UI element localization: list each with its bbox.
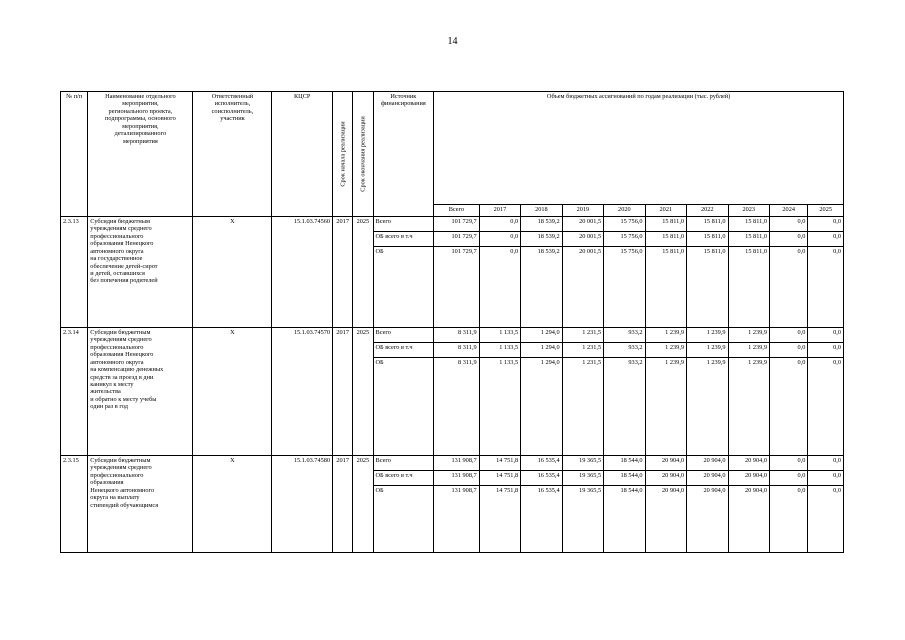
row-value: 131 908,7	[434, 471, 480, 486]
row-value: 933,2	[604, 328, 645, 343]
row-value: 15 756,0	[604, 247, 645, 328]
header-name-line: мероприятия,	[122, 100, 159, 108]
row-value: 1 231,5	[562, 328, 603, 343]
row-value: 0,0	[479, 217, 520, 232]
row-value: 18 539,2	[521, 247, 562, 328]
row-value: 18 539,2	[521, 217, 562, 232]
header-responsible-line: участник	[220, 115, 245, 123]
row-value: 16 535,4	[521, 471, 562, 486]
row-value: 0,0	[808, 471, 844, 486]
row-value: 101 729,7	[434, 247, 480, 328]
row-name-line: Субсидии бюджетным	[90, 329, 151, 336]
page-number: 14	[447, 36, 458, 47]
row-value: 0,0	[769, 217, 807, 232]
header-name-line: мероприятия	[122, 137, 158, 145]
row-kcsr: 15.1.03.74560	[272, 217, 333, 328]
row-name	[88, 456, 193, 553]
row-value: 15 811,0	[687, 217, 728, 232]
year-header-cell: 2024	[769, 205, 807, 217]
row-value: 15 811,0	[687, 232, 728, 247]
row-name-line: без попечения родителей	[90, 277, 158, 285]
row-value: 19 365,5	[562, 471, 603, 486]
row-value: 20 904,0	[728, 456, 769, 471]
row-name-line: учреждениям среднего	[90, 225, 152, 233]
row-value: 0,0	[769, 358, 807, 456]
row-name-line: Субсидии бюджетным	[90, 457, 151, 464]
row-source: ОБ всего в т.ч	[373, 471, 434, 486]
row-value: 0,0	[808, 456, 844, 471]
row-name-line: на государственное	[90, 255, 143, 263]
header-name-line: регионального проекта,	[108, 107, 173, 115]
row-value: 0,0	[808, 232, 844, 247]
row-source: ОБ	[373, 486, 434, 553]
row-value: 0,0	[769, 343, 807, 358]
row-value: 14 751,8	[479, 456, 520, 471]
row-value: 0,0	[769, 486, 807, 553]
row-value: 15 756,0	[604, 232, 645, 247]
row-source: Всего	[373, 217, 434, 232]
row-name-line: учреждениям среднего	[90, 464, 152, 472]
row-value: 1 133,5	[479, 328, 520, 343]
row-value: 15 811,0	[728, 232, 769, 247]
row-start: 2017	[333, 456, 353, 553]
header-responsible-line: Ответственный	[211, 93, 254, 100]
row-value: 20 001,5	[562, 232, 603, 247]
header-kcsr: КЦСР	[272, 92, 333, 217]
row-source: ОБ всего в т.ч	[373, 232, 434, 247]
row-value: 0,0	[808, 486, 844, 553]
row-value: 1 231,5	[562, 358, 603, 456]
row-value: 0,0	[479, 247, 520, 328]
row-value: 15 756,0	[604, 217, 645, 232]
row-name-line: один раз в год	[90, 403, 128, 411]
row-value: 19 365,5	[562, 456, 603, 471]
header-name-line: Наименование отдельного	[105, 93, 176, 100]
row-name-line: Субсидия бюджетным	[90, 218, 151, 225]
row-source: ОБ	[373, 358, 434, 456]
header-row	[61, 92, 844, 205]
row-name	[88, 217, 193, 328]
row-value: 14 751,8	[479, 471, 520, 486]
row-value: 18 544,0	[604, 471, 645, 486]
row-source: Всего	[373, 456, 434, 471]
row-name-line: учреждениям среднего	[90, 336, 152, 344]
row-name-line: обеспечение детей-сирот	[90, 262, 158, 270]
row-value: 0,0	[808, 343, 844, 358]
row-name-line: профессионального	[90, 343, 144, 351]
row-name	[88, 328, 193, 456]
row-value: 0,0	[808, 247, 844, 328]
row-value: 20 904,0	[728, 486, 769, 553]
row-value: 1 239,9	[645, 358, 686, 456]
row-source: ОБ	[373, 247, 434, 328]
row-value: 8 311,9	[434, 343, 480, 358]
row-value: 0,0	[769, 456, 807, 471]
row-value: 20 904,0	[687, 471, 728, 486]
row-value: 20 904,0	[645, 471, 686, 486]
row-start: 2017	[333, 328, 353, 456]
header-num: № п/п	[61, 92, 88, 217]
row-value: 20 001,5	[562, 247, 603, 328]
header-source-line: финансирования	[380, 100, 426, 108]
row-value: 15 811,0	[645, 247, 686, 328]
row-end: 2025	[353, 217, 373, 328]
row-name-line: жительства	[90, 388, 121, 396]
row-name-line: профессионального	[90, 471, 144, 479]
row-name-line: автономного округа	[90, 247, 144, 255]
row-value: 1 231,5	[562, 343, 603, 358]
row-value: 1 239,9	[728, 358, 769, 456]
row-name-line: стипендий обучающимся	[90, 501, 159, 509]
header-budget: Объем бюджетных ассигнований по годам реализации (тыс. рублей)	[434, 92, 844, 205]
row-value: 15 811,0	[645, 217, 686, 232]
row-value: 1 239,9	[728, 343, 769, 358]
row-name-line: автономного округа	[90, 358, 144, 366]
row-value: 933,2	[604, 358, 645, 456]
row-value: 933,2	[604, 343, 645, 358]
row-value: 18 544,0	[604, 456, 645, 471]
row-value: 1 294,0	[521, 358, 562, 456]
row-value: 1 239,9	[645, 328, 686, 343]
row-responsible: Х	[193, 328, 272, 456]
row-value: 18 544,0	[604, 486, 645, 553]
row-value: 16 535,4	[521, 456, 562, 471]
row-kcsr: 15.1.03.74580	[272, 456, 333, 553]
header-name	[88, 92, 193, 217]
header-name-line: мероприятия,	[122, 122, 159, 130]
row-value: 0,0	[769, 247, 807, 328]
row-value: 0,0	[808, 358, 844, 456]
row-num: 2.3.15	[61, 456, 88, 553]
row-name-line: образования Ненецкого	[90, 240, 154, 248]
row-value: 20 001,5	[562, 217, 603, 232]
row-value: 19 365,5	[562, 486, 603, 553]
row-name-line: образования Ненецкого	[90, 351, 154, 359]
row-value: 0,0	[808, 217, 844, 232]
row-responsible: Х	[193, 456, 272, 553]
year-header-cell: 2025	[808, 205, 844, 217]
row-value: 15 811,0	[728, 217, 769, 232]
row-value: 131 908,7	[434, 456, 480, 471]
header-start: Срок начала реализации	[333, 92, 353, 217]
year-header-cell: 2019	[562, 205, 603, 217]
row-source: Всего	[373, 328, 434, 343]
row-value: 1 239,9	[687, 343, 728, 358]
header-responsible-line: соисполнитель,	[211, 107, 254, 115]
row-responsible: Х	[193, 217, 272, 328]
year-header-cell: 2023	[728, 205, 769, 217]
row-value: 0,0	[769, 232, 807, 247]
row-start: 2017	[333, 217, 353, 328]
table-row	[61, 328, 844, 343]
row-value: 1 239,9	[728, 328, 769, 343]
row-name-line: и обратно к месту учебы	[90, 395, 157, 403]
row-name-line: образования	[90, 479, 124, 487]
row-name-line: и детей, оставшихся	[90, 269, 145, 277]
row-value: 1 239,9	[687, 328, 728, 343]
row-value: 101 729,7	[434, 232, 480, 247]
header-name-line: детализированного	[114, 130, 167, 138]
year-header-cell: Всего	[434, 205, 480, 217]
row-source: ОБ всего в т.ч	[373, 343, 434, 358]
row-name-line: Ненецкого автономного	[90, 486, 155, 494]
header-source	[373, 92, 434, 217]
row-name-line: средств за проезд в дни	[90, 373, 154, 381]
table-row	[61, 456, 844, 471]
year-header-cell: 2017	[479, 205, 520, 217]
row-value: 20 904,0	[645, 456, 686, 471]
row-num: 2.3.13	[61, 217, 88, 328]
row-value: 14 751,8	[479, 486, 520, 553]
row-kcsr: 15.1.03.74570	[272, 328, 333, 456]
row-value: 1 239,9	[687, 358, 728, 456]
row-end: 2025	[353, 456, 373, 553]
header-name-line: подпрограммы, основного	[105, 115, 176, 123]
row-value: 0,0	[479, 232, 520, 247]
budget-table	[60, 91, 844, 553]
row-value: 15 811,0	[645, 232, 686, 247]
row-value: 15 811,0	[728, 247, 769, 328]
row-value: 0,0	[808, 328, 844, 343]
year-header-cell: 2020	[604, 205, 645, 217]
header-responsible	[193, 92, 272, 217]
row-value: 20 904,0	[645, 486, 686, 553]
row-end: 2025	[353, 328, 373, 456]
row-value: 8 311,9	[434, 328, 480, 343]
row-name-line: профессионального	[90, 232, 144, 240]
row-value: 1 239,9	[645, 343, 686, 358]
header-responsible-line: исполнитель,	[214, 100, 251, 108]
row-value: 18 539,2	[521, 232, 562, 247]
row-value: 0,0	[769, 328, 807, 343]
year-header-cell: 2022	[687, 205, 728, 217]
year-header-cell: 2018	[521, 205, 562, 217]
row-name-line: каникул к месту	[90, 380, 134, 388]
row-value: 1 133,5	[479, 358, 520, 456]
row-value: 1 294,0	[521, 343, 562, 358]
row-name-line: округа на выплату	[90, 494, 140, 502]
row-value: 20 904,0	[687, 456, 728, 471]
row-value: 0,0	[769, 471, 807, 486]
row-value: 8 311,9	[434, 358, 480, 456]
row-value: 1 133,5	[479, 343, 520, 358]
row-value: 101 729,7	[434, 217, 480, 232]
table-row	[61, 217, 844, 232]
header-source-line: Источник	[390, 93, 417, 100]
row-value: 16 535,4	[521, 486, 562, 553]
header-end: Срок окончания реализации	[353, 92, 373, 217]
year-header-cell: 2021	[645, 205, 686, 217]
row-value: 1 294,0	[521, 328, 562, 343]
row-value: 131 908,7	[434, 486, 480, 553]
row-value: 20 904,0	[687, 486, 728, 553]
row-value: 20 904,0	[728, 471, 769, 486]
row-name-line: на компенсацию денежных	[90, 366, 164, 374]
row-value: 15 811,0	[687, 247, 728, 328]
row-num: 2.3.14	[61, 328, 88, 456]
